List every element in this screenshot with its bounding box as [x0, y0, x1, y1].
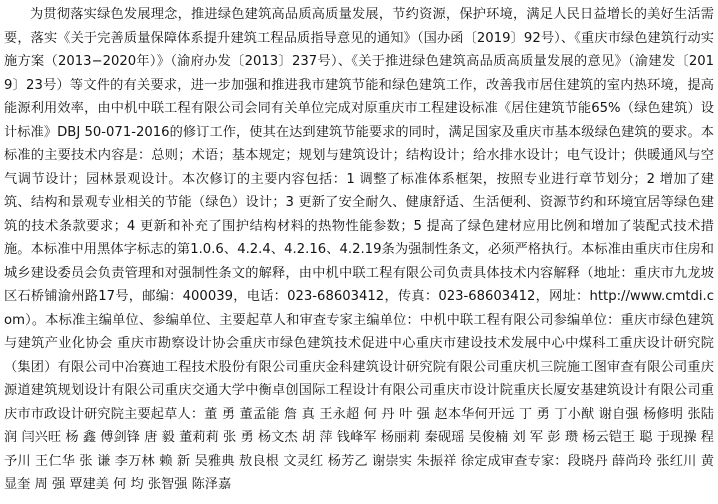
body-paragraph: 为贯彻落实绿色发展理念，推进绿色建筑高品质高质量发展，节约资源，保护环境，满足人民日益增长的美好生活需要，落实《关于完善质量保障体系提升建筑工程品质指导意见的通知》（国办函〔2019〕92号）、《重庆市绿色建筑行动实施方案（2013−2020年）》（渝府办发〔2013〕237号）、《关于推进绿色建筑高品质高质量发展的意见》（渝建发〔2019〕23号）等文件的有关要求，进一步加强和推进我市建筑节能和绿色建筑工作，改善我市居住建筑的室内热环境，提高能源利用效率，由中机中联工程有限公司会同有关单位完成对原重庆市工程建设标准《居住建筑节能65%（绿色建筑）设计标准》DBJ 50-071-2016的修订工作，使其在达到建筑节能要求的同时，满足国家及重庆市基本级绿色建筑的要求。本标准的主要技术内容是：总则；术语；基本规定；规划与建筑设计；结构设计；给水排水设计；电气设计；供暖通风与空气调节设计；园林景观设计。本次修订的主要内容包括：1 调整了标准体系框架，按照专业进行章节划分；2 增加了建筑、结构和景观专业相关的节能（绿色）设计；3 更新了安全耐久、健康舒适、生活便利、资源节约和环境宜居等绿色建筑的技术条款要求；4 更新和补充了围护结构材料的热物性能参数；5 提高了绿色建材应用比例和增加了装配式技术措施。本标准中用黑体字标志的第1.0.6、4.2.4、4.2.16、4.2.19条为强制性条文，必须严格执行。本标准由重庆市住房和城乡建设委员会负责管理和对强制性条文的解释，由中机中联工程有限公司负责具体技术内容解释（地址：重庆市九龙坡区石桥铺渝州路17号，邮编：400039，电话：023-68603412，传真：023-68603412，网址：http://www.cmtdi.com）。本标准主编单位、参编单位、主要起草人和审查专家主编单位：中机中联工程有限公司参编单位：重庆市绿色建筑与建筑产业化协会 重庆市勘察设计协会重庆市绿色建筑技术促进中心重庆市建设技术发展中心中煤科工重庆设计研究院（集团）有限公司中冶赛迪工程技术股份有限公司重庆金科建筑设计研究院有限公司重庆机三院施工图审查有限公司重庆源道建筑规划设计有限公司重庆交通大学中衡卓创国际工程设计有限公司重庆市设计院重庆长厦安基建筑设计有限公司重庆市市政设计研究院主要起草人：董 勇 董孟能 詹 真 王永超 何 丹 叶 强 赵本华何开远 丁 勇 丁小猷 谢自强 杨修明 张陆润 闫兴旺 杨 鑫 傅剑锋 唐 毅 董莉莉 张 勇 杨文杰 胡 萍 钱峰军 杨丽莉 秦砚瑶 吴俊楠 刘 军 彭 瓒 杨云铠王 聪 于现操 程予川 王仁华 张 谦 李万林 赖 新 吴雅典 敖良根 文灵红 杨芳乙 谢崇实 朱振祥 徐定成审查专家：段晓丹 薛尚玲 张红川 黄显奎 周 强 覃建美 何 均 张智强 陈泽嘉	[4, 7, 714, 492]
document-page	[4, 3, 714, 497]
